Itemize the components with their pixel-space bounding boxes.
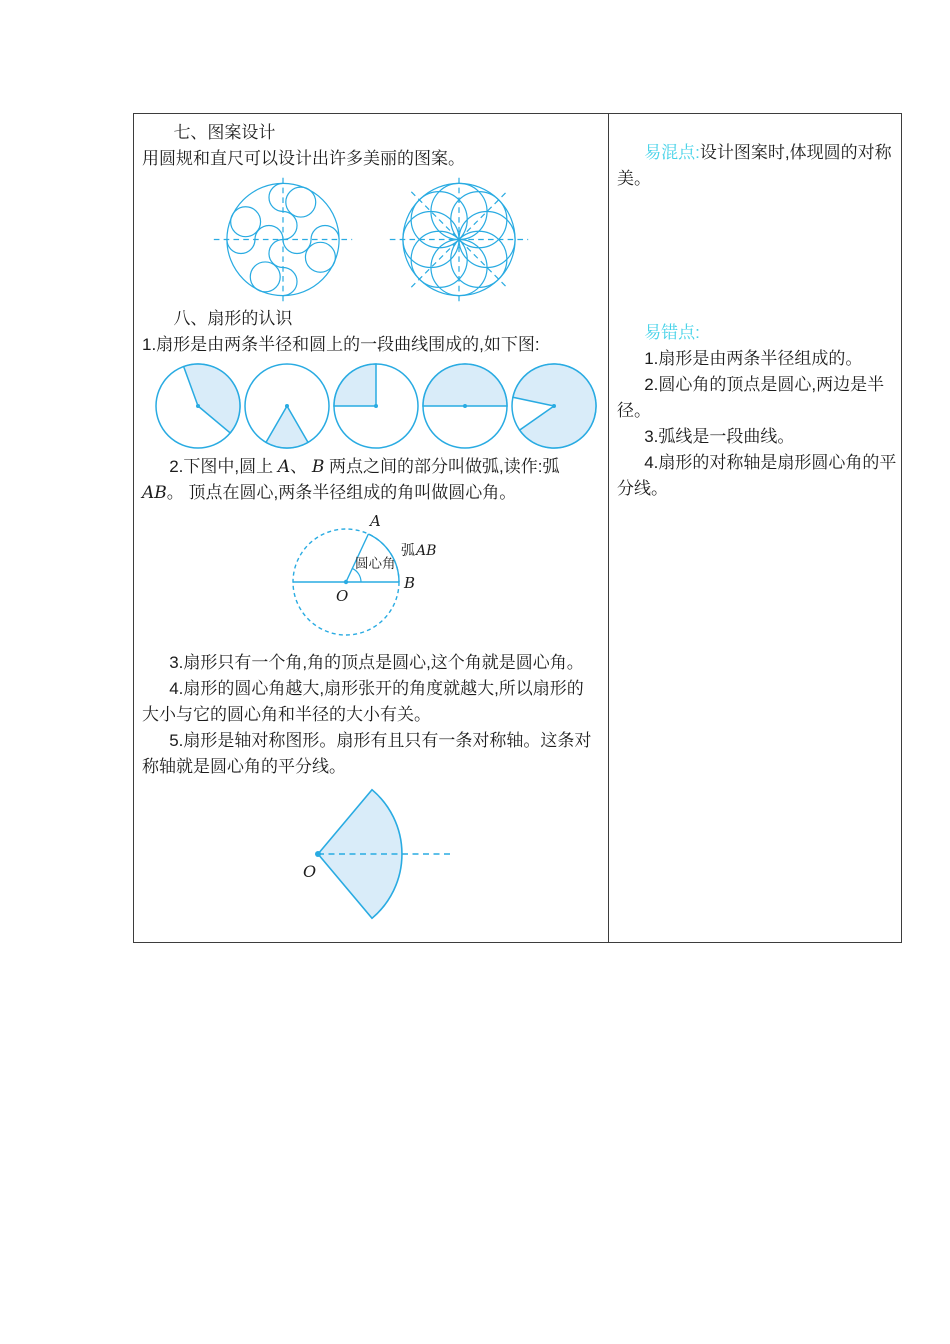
flower-circles: [403, 183, 515, 295]
label-vertex-o: O: [303, 862, 317, 881]
label-point-b: B: [404, 574, 416, 592]
section8-item2: 2.下图中,圆上 A、 B 两点之间的部分叫做弧,读作:弧 AB。 顶点在圆心,两条半径组成的角叫做圆心角。: [142, 457, 560, 503]
label-central-angle: 圆心角: [355, 556, 396, 571]
sector-examples-figure: [152, 361, 600, 451]
arc-diagram: [270, 508, 600, 650]
section8-item4: 4.扇形的圆心角越大,扇形张开的角度就越大,所以扇形的大小与它的圆心角和半径的大小有关。: [142, 679, 584, 724]
main-column: [134, 114, 608, 942]
section7-intro: 用圆规和直尺可以设计出许多美丽的图案。: [142, 149, 465, 168]
error-item: 2.圆心角的顶点是圆心,两边是半径。: [617, 375, 885, 420]
summary-table: [133, 113, 902, 943]
label-center-o: O: [336, 587, 349, 605]
confusion-text: 设计图案时,体现圆的对称美。: [617, 143, 892, 188]
errors-label: 易错点:: [644, 323, 700, 342]
section8-item5: 5.扇形是轴对称图形。扇形有且只有一条对称轴。这条对称轴就是圆心角的平分线。: [142, 731, 592, 776]
confusion-note: [617, 140, 897, 192]
pattern-figures: [142, 175, 600, 304]
center-dot: [344, 580, 348, 584]
pinwheel-pattern-figure: [208, 175, 358, 304]
errors-block: [617, 320, 897, 502]
label-point-a: A: [370, 512, 381, 530]
symmetric-sector-diagram: [288, 784, 600, 930]
label-arc-prefix: 弧: [401, 542, 415, 558]
section8-item3: 3.扇形只有一个角,角的顶点是圆心,这个角就是圆心角。: [169, 653, 584, 672]
section7-heading: 七、图案设计: [173, 123, 276, 142]
error-item: 1.扇形是由两条半径组成的。: [644, 349, 863, 368]
error-item: 4.扇形的对称轴是扇形圆心角的平分线。: [617, 453, 897, 498]
notes-column: [608, 114, 901, 942]
symmetric-sector-svg: [288, 784, 484, 930]
label-arc-ab: AB: [416, 543, 437, 559]
vertex-dot: [315, 851, 321, 857]
flower-pattern-figure: [384, 175, 534, 304]
confusion-label: 易混点:: [644, 143, 700, 162]
sector-examples: [156, 364, 596, 448]
section8-item1: 1.扇形是由两条半径和圆上的一段曲线围成的,如下图:: [142, 335, 540, 354]
error-item: 3.弧线是一段曲线。: [644, 427, 795, 446]
arc-diagram-svg: [270, 508, 475, 650]
section8-heading: 八、扇形的认识: [173, 309, 293, 328]
